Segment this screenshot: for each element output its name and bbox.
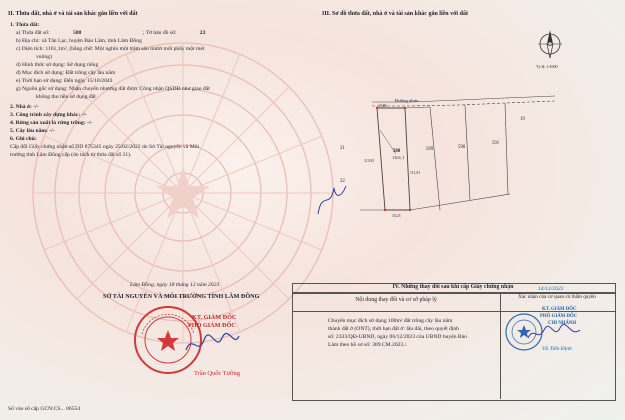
usage-form: d) Hình thức sử dụng: Sử dụng riêng — [16, 62, 99, 68]
construction-line: 3. Công trình xây dựng khác: -/- — [10, 112, 87, 118]
parcel-label-19: 19 — [520, 117, 525, 122]
deputy-director: PHÓ GIÁM ĐỐC — [188, 322, 236, 329]
dim-right: 111,91 — [410, 171, 421, 175]
issue-date: Lâm Đồng, ngày 18 tháng 12 năm 2023 — [130, 282, 220, 288]
origin-line-2: không thu tiền sử dụng đất — [36, 94, 96, 100]
signer-name: Trần Quốc Tường — [194, 370, 240, 377]
notes-line-2: trường tỉnh Lâm Đồng cấp (do tách từ thửa đất số 21). — [10, 152, 132, 158]
left-section-title: II. Thửa đất, nhà ở và tài sản khác gắn liền với đất — [8, 11, 138, 17]
notes-heading: 6. Ghi chú: — [10, 136, 37, 142]
parcel-diagram — [330, 90, 560, 220]
dim-top: 10,86 — [378, 104, 387, 108]
registry-number: Số vào sổ cấp GCN:CS... 06554 — [8, 406, 81, 412]
north-arrow-icon — [536, 28, 564, 62]
dim-left: 113,81 — [364, 159, 375, 163]
origin-line-1: g) Nguồn gốc sử dụng: Nhận chuyển nhượng đất được Công nhận QSDĐ như giao đất — [16, 86, 210, 92]
confirm-date: 14/12/2023 — [538, 286, 564, 292]
changes-column-divider — [500, 292, 501, 399]
confirm-signature — [524, 322, 584, 344]
parcel-label-588: 588 — [393, 149, 401, 154]
change-entry-line-3: số: 2333/QĐ-UBND, ngày 06/12/2023 của UBND huyện Bảo — [328, 334, 467, 340]
address: b) Địa chỉ: xã Tân Lạc, huyện Bảo Lâm, tỉnh Lâm Đồng — [16, 38, 142, 44]
kt-director: KT. GIÁM ĐỐC — [192, 314, 237, 321]
map-scale: Tỷ lệ: 1/1000 — [536, 64, 558, 69]
change-entry-line-1: Chuyển mục đích sử dụng 100m² đất trồng cây lâu năm — [328, 318, 453, 324]
right-section-title: III. Sơ đồ thửa đất, nhà ở và tài sản khác gắn liền với đất — [322, 11, 468, 17]
notes-line-1: Cấp đổi Giấy chứng nhận số DD 875345 ngày 25/02/2022 do Sở Tài nguyên và Môi — [10, 144, 200, 150]
parcel-label-591: 591 — [492, 141, 500, 146]
parcel-number-label: a) Thửa đất số: — [16, 30, 50, 36]
perennial-line: 5. Cây lâu năm: -/- — [10, 128, 55, 134]
parcel-label-22: 22 — [340, 179, 345, 184]
parcel-number: 588 — [72, 30, 82, 36]
col-confirm-header: Xác nhận của cơ quan có thẩm quyền — [518, 294, 596, 300]
parcel-number-line — [16, 30, 205, 37]
parcel-label-589: 589 — [426, 147, 434, 152]
parcel-area-label: 1161,1 — [392, 155, 405, 160]
map-sheet-label: ; Tờ bản đồ số: — [142, 30, 177, 36]
confirm-signer: Vũ Tiến Định — [542, 346, 572, 352]
changes-title: IV. Những thay đổi sau khi cấp Giấy chứng nhận — [392, 284, 514, 290]
surveyor-signature — [312, 180, 352, 220]
confirm-deputy: PHÓ GIÁM ĐỐC — [540, 314, 578, 319]
usage-purpose: đ) Mục đích sử dụng: Đất trồng cây lâu năm — [16, 70, 116, 76]
forest-line: 4. Rừng sản xuất là rừng trồng: -/- — [10, 120, 93, 126]
area-line-2: vuông) — [36, 54, 52, 60]
director-signature — [182, 330, 242, 358]
road-label: Đường nhựa — [395, 98, 419, 103]
confirm-branch: CHI NHÁNH — [548, 321, 577, 326]
parcel-heading: 1. Thửa đất: — [10, 22, 40, 28]
parcel-label-21: 21 — [340, 146, 345, 151]
parcel-label-590: 590 — [458, 145, 466, 150]
usage-term: e) Thời hạn sử dụng: Đến ngày 15/10/2043 — [16, 78, 113, 84]
area-line-1: c) Diện tích: 1161,1m², (bằng chữ: Một nghìn một trăm sáu mươi mốt phẩy một mét — [16, 46, 205, 52]
dim-bottom: 10,25 — [392, 214, 401, 218]
change-entry-line-4: Lâm theo hồ sơ số: 309.CM.2023./. — [328, 342, 408, 348]
issuer-name: SỞ TÀI NGUYÊN VÀ MÔI TRƯỜNG TỈNH LÂM ĐỒNG — [103, 293, 260, 300]
col-content-header: Nội dung thay đổi và cơ sở pháp lý — [355, 297, 437, 303]
change-entry-line-2: thành đất ở (ONT), thời hạn đất ở: lâu dài, theo quyết định — [328, 326, 459, 332]
map-sheet-number: 23 — [199, 30, 206, 36]
house-line: 2. Nhà ở: -/- — [10, 104, 39, 110]
confirm-kt: KT. GIÁM ĐỐC — [542, 307, 577, 312]
